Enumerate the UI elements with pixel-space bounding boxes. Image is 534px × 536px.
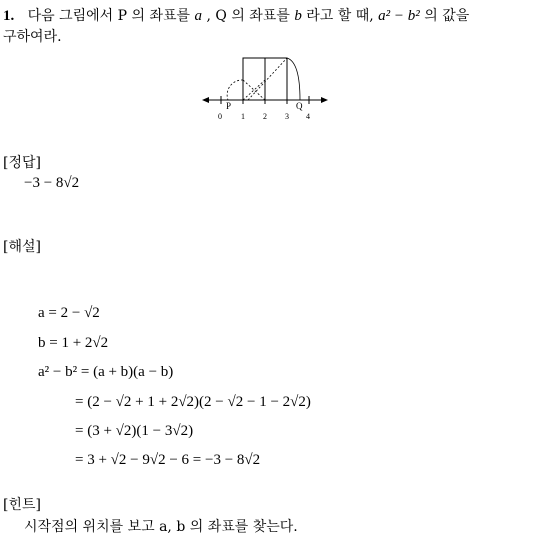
solution-line-3: a² − b² = (a + b)(a − b) bbox=[38, 364, 174, 380]
solution-line-6: = 3 + √2 − 9√2 − 6 = −3 − 8√2 bbox=[75, 452, 261, 468]
problem-number: 1. bbox=[3, 8, 15, 24]
problem-text-2: , Q 의 좌표를 bbox=[206, 8, 290, 24]
tick-label-4: 4 bbox=[306, 112, 310, 121]
number-line-figure bbox=[200, 52, 330, 124]
tick-label-3: 3 bbox=[285, 112, 289, 121]
expression: a² − b² bbox=[378, 8, 420, 24]
label-p: P bbox=[226, 101, 232, 111]
solution-heading: [해설] bbox=[3, 239, 41, 255]
tick-label-2: 2 bbox=[263, 112, 267, 121]
tick-label-1: 1 bbox=[241, 112, 245, 121]
solution-line-4: = (2 − √2 + 1 + 2√2)(2 − √2 − 1 − 2√2) bbox=[75, 394, 311, 410]
right-arrow-icon bbox=[321, 97, 328, 103]
square-right bbox=[265, 58, 287, 100]
var-b: b bbox=[294, 8, 302, 24]
solution-line-5: = (3 + √2)(1 − 3√2) bbox=[75, 423, 194, 439]
solution-line-2: b = 1 + 2√2 bbox=[38, 335, 109, 351]
answer-value: −3 − 8√2 bbox=[24, 175, 80, 191]
hint-text: 시작점의 위치를 보고 a, b 의 좌표를 찾는다. bbox=[24, 519, 298, 535]
left-arrow-icon bbox=[202, 97, 209, 103]
diagonal-2 bbox=[248, 58, 287, 100]
solution-line-1: a = 2 − √2 bbox=[38, 305, 100, 321]
problem-line-2: 구하여라. bbox=[3, 29, 62, 45]
problem-text-4: 의 값을 bbox=[424, 8, 470, 24]
var-a: a bbox=[194, 8, 203, 24]
answer-heading: [정답] bbox=[3, 155, 41, 171]
arc-q bbox=[287, 58, 300, 100]
problem-line-1 bbox=[3, 7, 469, 25]
arc-p bbox=[227, 80, 243, 100]
problem-text-1: 다음 그림에서 P 의 좌표를 bbox=[27, 8, 191, 24]
problem-text-3: 라고 할 때, bbox=[306, 8, 374, 24]
label-q: Q bbox=[296, 101, 303, 111]
tick-label-0: 0 bbox=[218, 112, 222, 121]
hint-heading: [힌트] bbox=[3, 497, 41, 513]
